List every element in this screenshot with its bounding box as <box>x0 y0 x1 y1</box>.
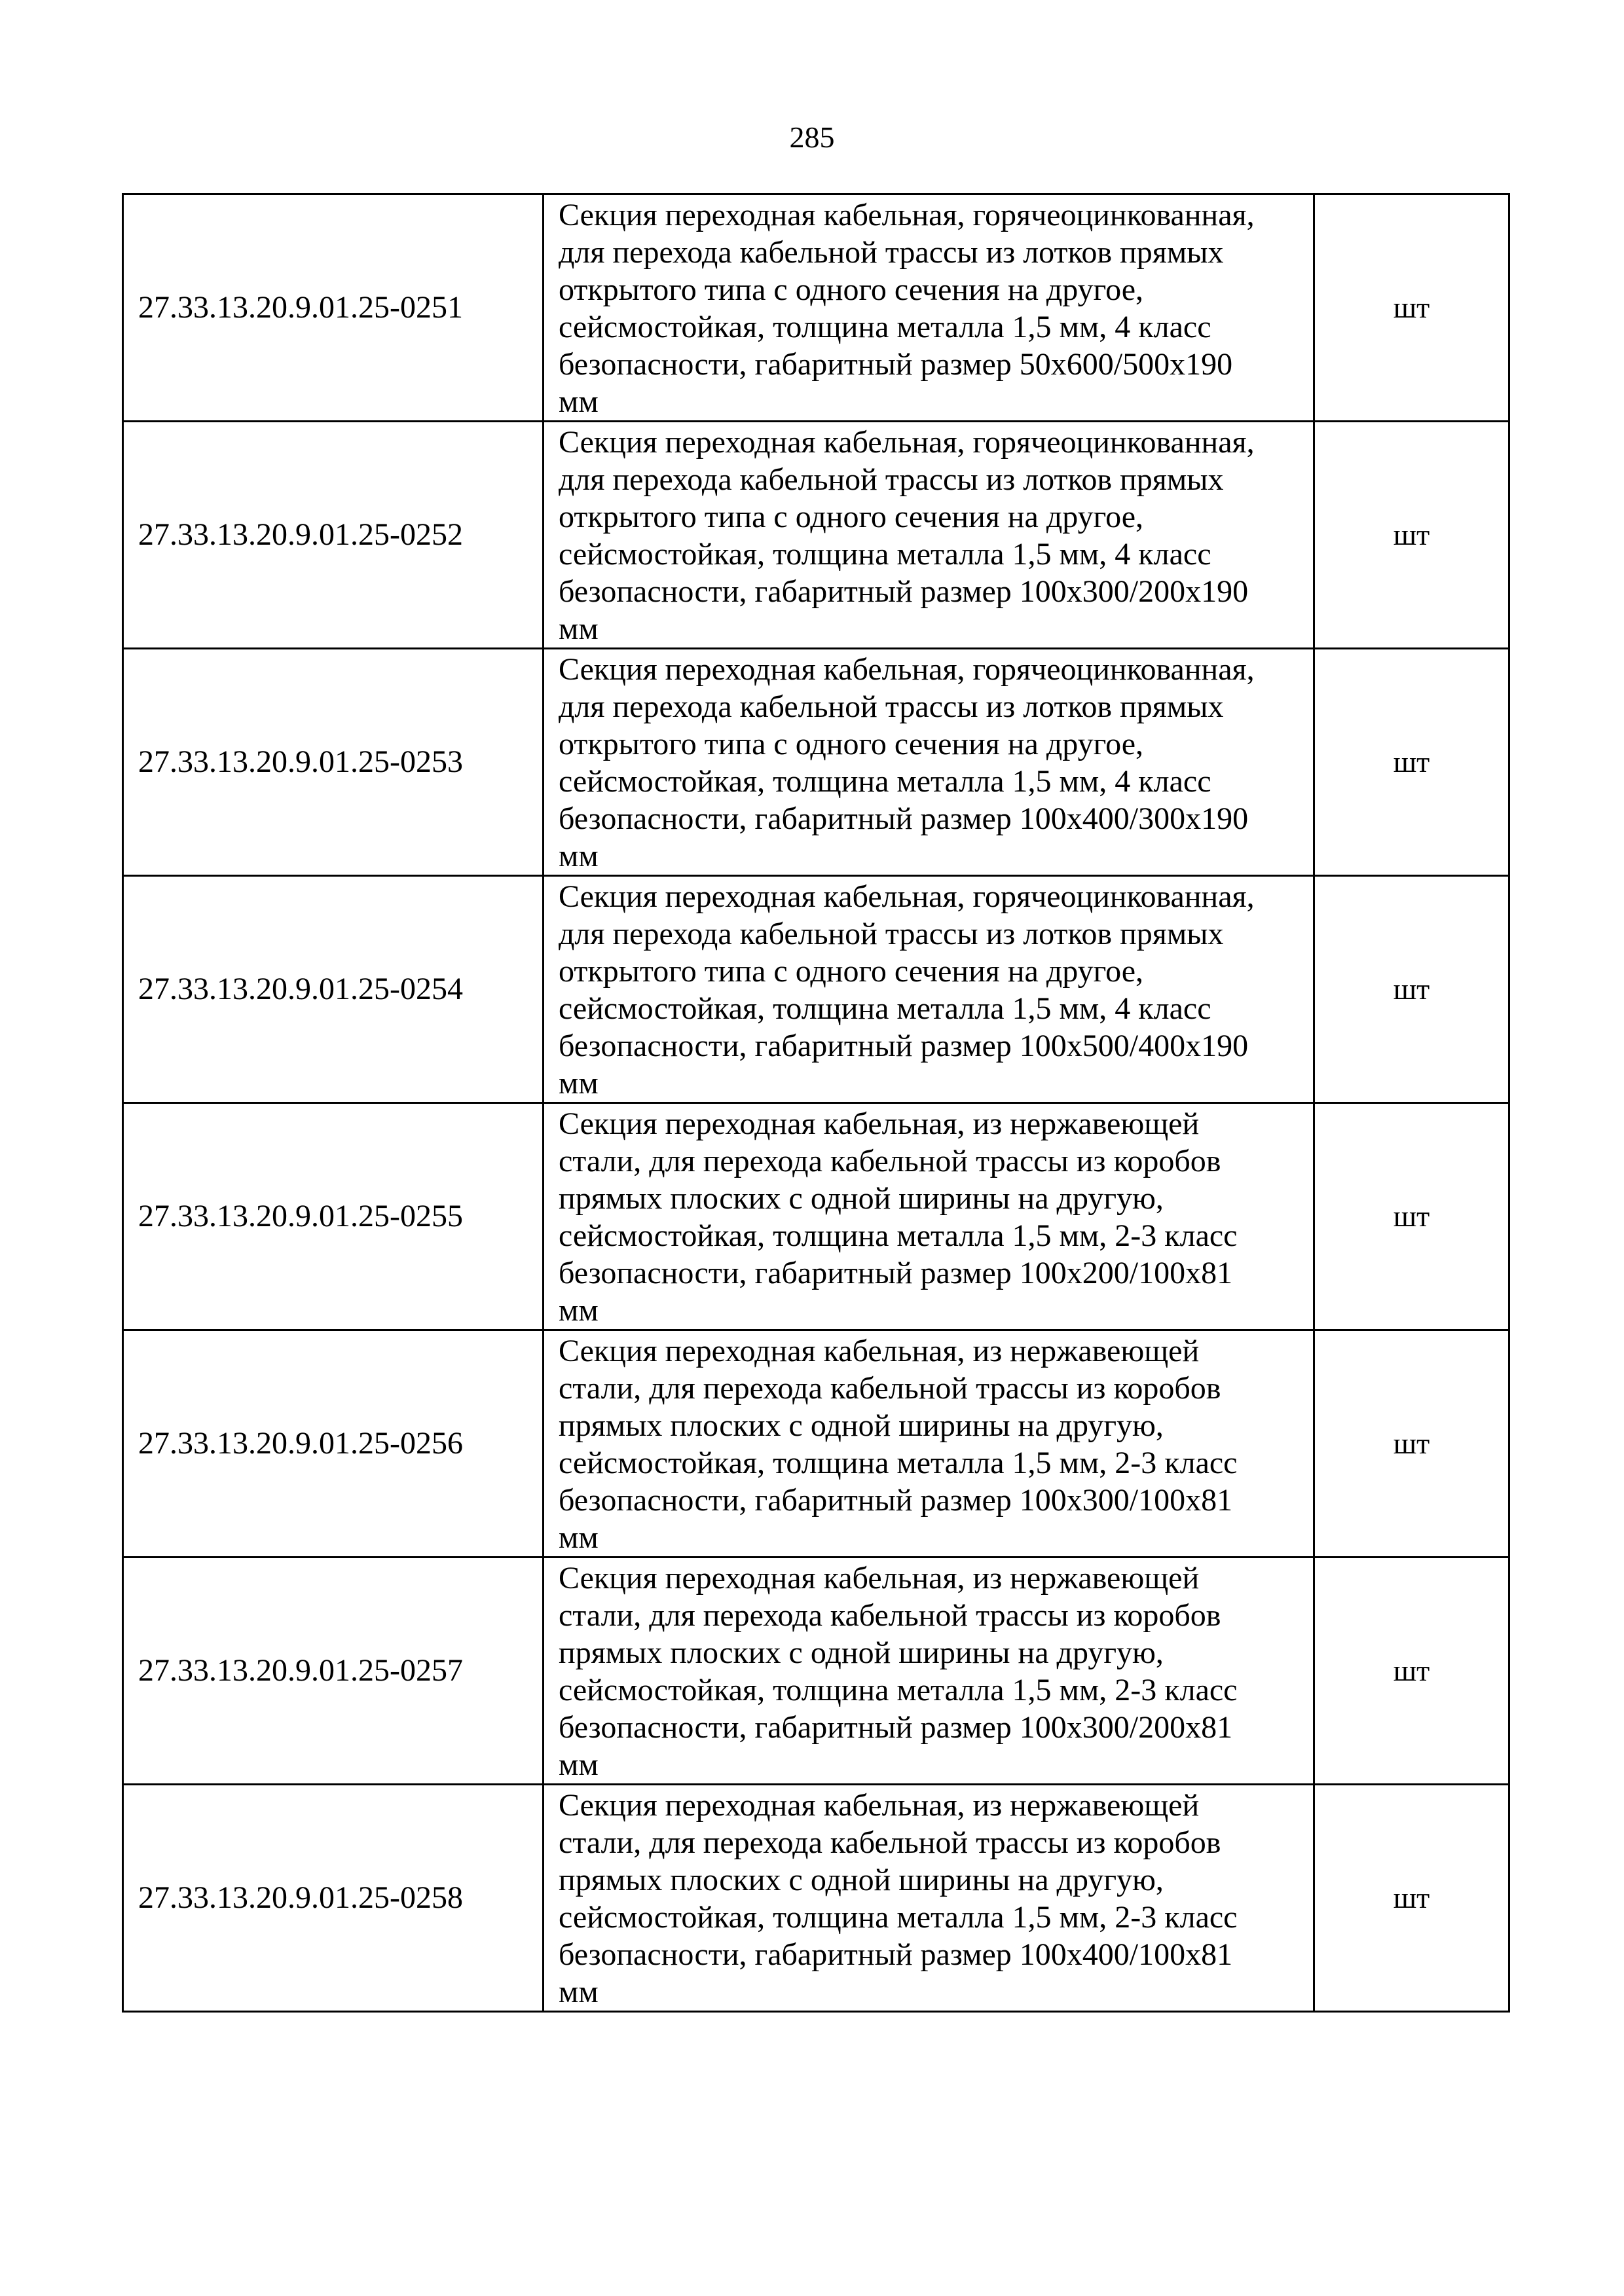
resource-description: Секция переходная кабельная, горячеоцинкованная, для перехода кабельной трассы из лотков прямых открытого типа с одного сечения на другое, сейсмостойкая, толщина металла 1,5 мм, 4 класс безопасности, габаритный размер 100х400/300х190 мм <box>559 652 1255 873</box>
unit-of-measure: шт <box>1314 1330 1509 1558</box>
resource-description: Секция переходная кабельная, из нержавеющей стали, для перехода кабельной трассы из коробов прямых плоских с одной ширины на другую, сейсмостойкая, толщина металла 1,5 мм, 2-3 класс безопасности, габаритный размер 100х300/200х81 мм <box>559 1561 1238 1782</box>
resource-code: 27.33.13.20.9.01.25-0257 <box>123 1558 544 1785</box>
resource-description-cell <box>544 1785 1314 2012</box>
unit-of-measure: шт <box>1314 876 1509 1103</box>
table-row <box>123 649 1509 876</box>
resource-description: Секция переходная кабельная, горячеоцинкованная, для перехода кабельной трассы из лотков прямых открытого типа с одного сечения на другое, сейсмостойкая, толщина металла 1,5 мм, 4 класс безопасности, габаритный размер 100х500/400х190 мм <box>559 879 1255 1101</box>
resource-code: 27.33.13.20.9.01.25-0254 <box>123 876 544 1103</box>
page-number: 285 <box>789 120 835 154</box>
table-row <box>123 422 1509 649</box>
resource-description-cell <box>544 649 1314 876</box>
unit-of-measure: шт <box>1314 1558 1509 1785</box>
resource-code: 27.33.13.20.9.01.25-0255 <box>123 1103 544 1330</box>
resource-description: Секция переходная кабельная, из нержавеющей стали, для перехода кабельной трассы из коробов прямых плоских с одной ширины на другую, сейсмостойкая, толщина металла 1,5 мм, 2-3 класс безопасности, габаритный размер 100х300/100х81 мм <box>559 1334 1238 1555</box>
resource-description-cell <box>544 1330 1314 1558</box>
unit-of-measure: шт <box>1314 1103 1509 1330</box>
resource-code: 27.33.13.20.9.01.25-0253 <box>123 649 544 876</box>
unit-of-measure: шт <box>1314 194 1509 422</box>
resource-code: 27.33.13.20.9.01.25-0252 <box>123 422 544 649</box>
unit-of-measure: шт <box>1314 1785 1509 2012</box>
unit-of-measure: шт <box>1314 422 1509 649</box>
table-row <box>123 1785 1509 2012</box>
resource-description: Секция переходная кабельная, горячеоцинкованная, для перехода кабельной трассы из лотков прямых открытого типа с одного сечения на другое, сейсмостойкая, толщина металла 1,5 мм, 4 класс безопасности, габаритный размер 50х600/500х190 мм <box>559 198 1255 419</box>
resource-description-cell <box>544 1103 1314 1330</box>
resource-description-cell <box>544 194 1314 422</box>
table-row <box>123 876 1509 1103</box>
resource-description-cell <box>544 876 1314 1103</box>
resource-description: Секция переходная кабельная, из нержавеющей стали, для перехода кабельной трассы из коробов прямых плоских с одной ширины на другую, сейсмостойкая, толщина металла 1,5 мм, 2-3 класс безопасности, габаритный размер 100х200/100х81 мм <box>559 1106 1238 1328</box>
resource-table <box>122 193 1510 2013</box>
resource-description-cell <box>544 1558 1314 1785</box>
unit-of-measure: шт <box>1314 649 1509 876</box>
table-row <box>123 194 1509 422</box>
table-row <box>123 1330 1509 1558</box>
resource-code: 27.33.13.20.9.01.25-0251 <box>123 194 544 422</box>
resource-code: 27.33.13.20.9.01.25-0258 <box>123 1785 544 2012</box>
resource-description: Секция переходная кабельная, горячеоцинкованная, для перехода кабельной трассы из лотков прямых открытого типа с одного сечения на другое, сейсмостойкая, толщина металла 1,5 мм, 4 класс безопасности, габаритный размер 100х300/200х190 мм <box>559 425 1255 646</box>
resource-description: Секция переходная кабельная, из нержавеющей стали, для перехода кабельной трассы из коробов прямых плоских с одной ширины на другую, сейсмостойкая, толщина металла 1,5 мм, 2-3 класс безопасности, габаритный размер 100х400/100х81 мм <box>559 1788 1238 2009</box>
resource-code: 27.33.13.20.9.01.25-0256 <box>123 1330 544 1558</box>
resource-description-cell <box>544 422 1314 649</box>
table-row <box>123 1558 1509 1785</box>
table-row <box>123 1103 1509 1330</box>
